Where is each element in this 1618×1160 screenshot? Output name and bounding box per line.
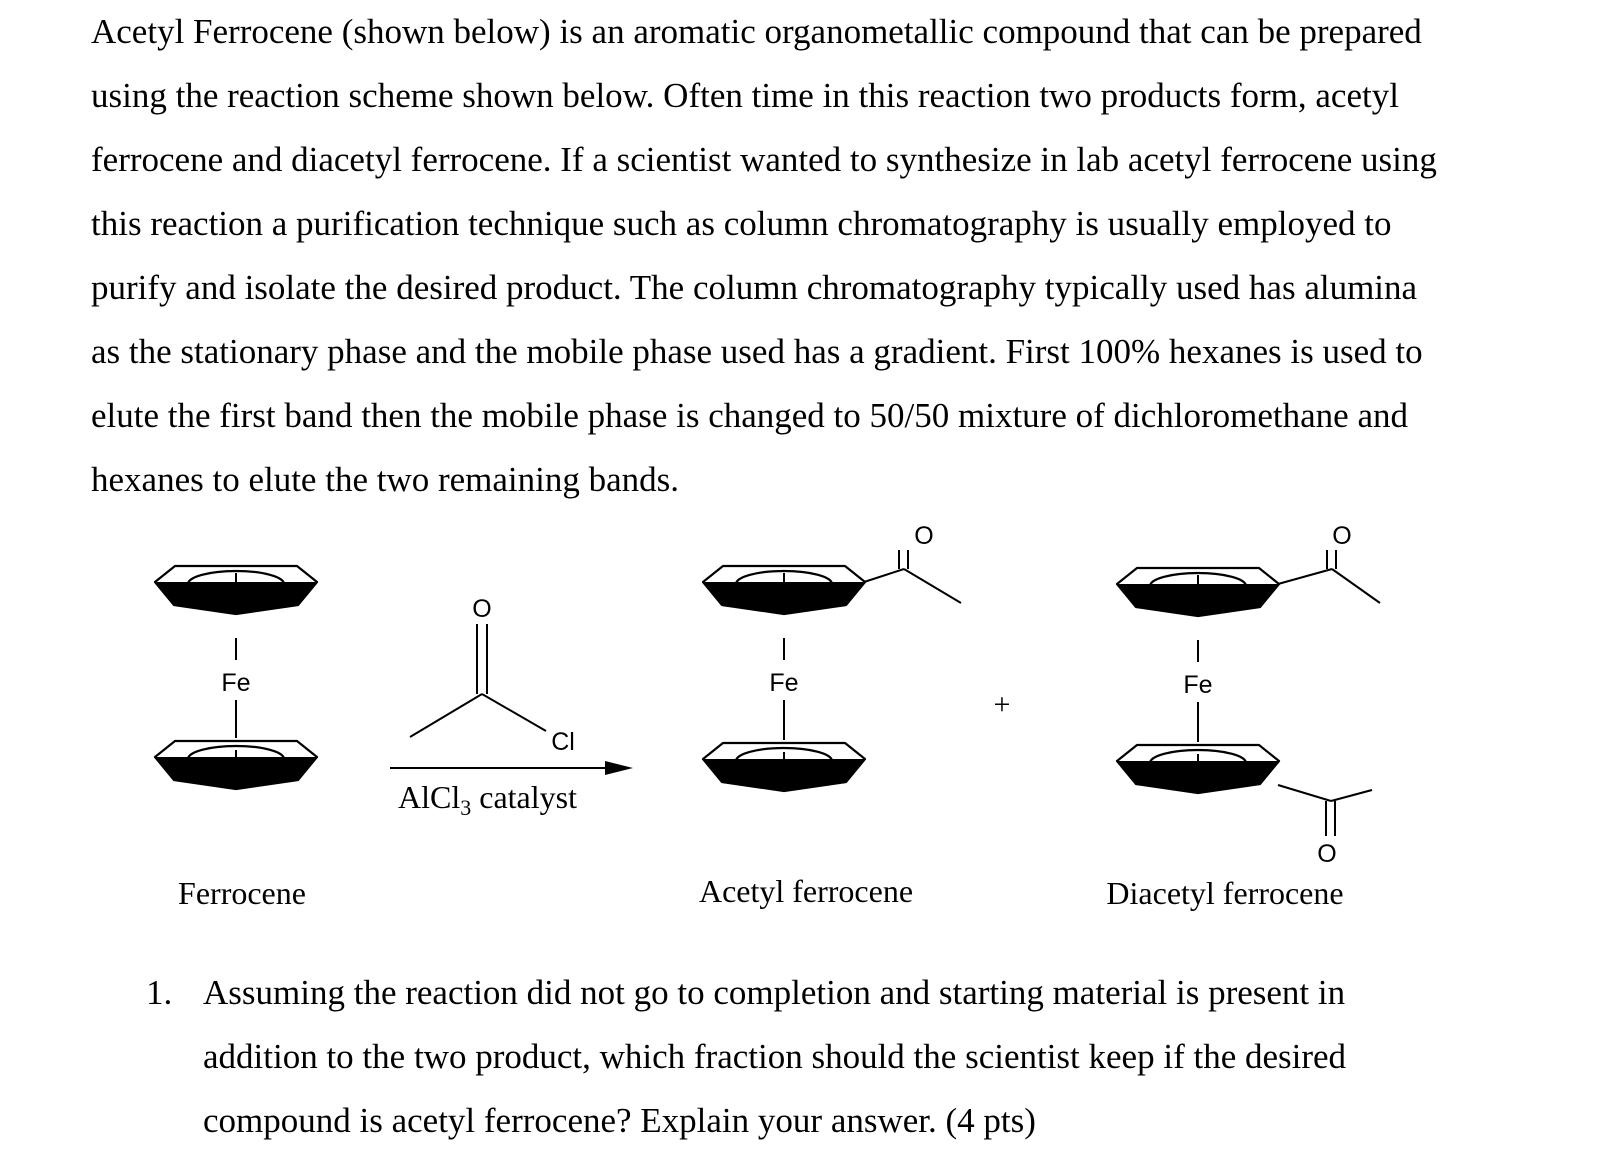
label-acetyl-ferrocene: Acetyl ferrocene: [698, 873, 914, 909]
intro-line: Acetyl Ferrocene (shown below) is an aromatic organometallic compound that can be prepared: [91, 12, 1422, 51]
ferrocene-structure: [155, 566, 317, 789]
fe-atom: Fe: [1183, 671, 1213, 699]
plus-sign: +: [993, 688, 1011, 721]
acetyl-chloride-structure: [410, 595, 575, 756]
oxygen-atom: O: [1332, 522, 1352, 550]
intro-line: hexanes to elute the two remaining bands.: [91, 460, 680, 499]
label-ferrocene: Ferrocene: [178, 875, 306, 911]
intro-line: using the reaction scheme shown below. Often time in this reaction two products form, acetyl: [91, 76, 1399, 115]
question-number: 1.: [146, 973, 173, 1012]
question-line: Assuming the reaction did not go to completion and starting material is present in: [203, 973, 1346, 1012]
intro-line: ferrocene and diacetyl ferrocene. If a scientist wanted to synthesize in lab acetyl ferrocene using: [91, 140, 1437, 179]
diacetyl-ferrocene-structure: [1117, 522, 1380, 868]
intro-line: elute the first band then the mobile phase is changed to 50/50 mixture of dichloromethane and: [91, 396, 1408, 435]
intro-line: this reaction a purification technique such as column chromatography is usually employed to: [91, 204, 1392, 243]
bottom-cp-ring: [703, 743, 865, 791]
chlorine-atom: Cl: [551, 728, 575, 756]
bottom-cp-ring: [155, 741, 317, 789]
fe-atom: Fe: [769, 669, 799, 697]
bottom-cp-ring: [1117, 745, 1279, 793]
intro-line: as the stationary phase and the mobile phase used has a gradient. First 100% hexanes is used to: [91, 332, 1423, 371]
intro-line: purify and isolate the desired product. The column chromatography typically used has alumina: [91, 268, 1418, 307]
fe-atom: Fe: [221, 669, 251, 697]
acetyl-ferrocene-structure: [703, 522, 961, 791]
oxygen-atom: O: [1317, 840, 1337, 868]
question-line: compound is acetyl ferrocene? Explain your answer. (4 pts): [203, 1101, 1036, 1140]
oxygen-atom: O: [472, 595, 492, 623]
reaction-arrow: [390, 761, 633, 775]
question-line: addition to the two product, which fraction should the scientist keep if the desired: [203, 1037, 1347, 1076]
reagent-label: AlCl$_3$ catalyst: [398, 779, 577, 820]
question-text: [203, 961, 1583, 1153]
oxygen-atom: O: [914, 522, 934, 550]
label-diacetyl-ferrocene: Diacetyl ferrocene: [1106, 875, 1344, 911]
